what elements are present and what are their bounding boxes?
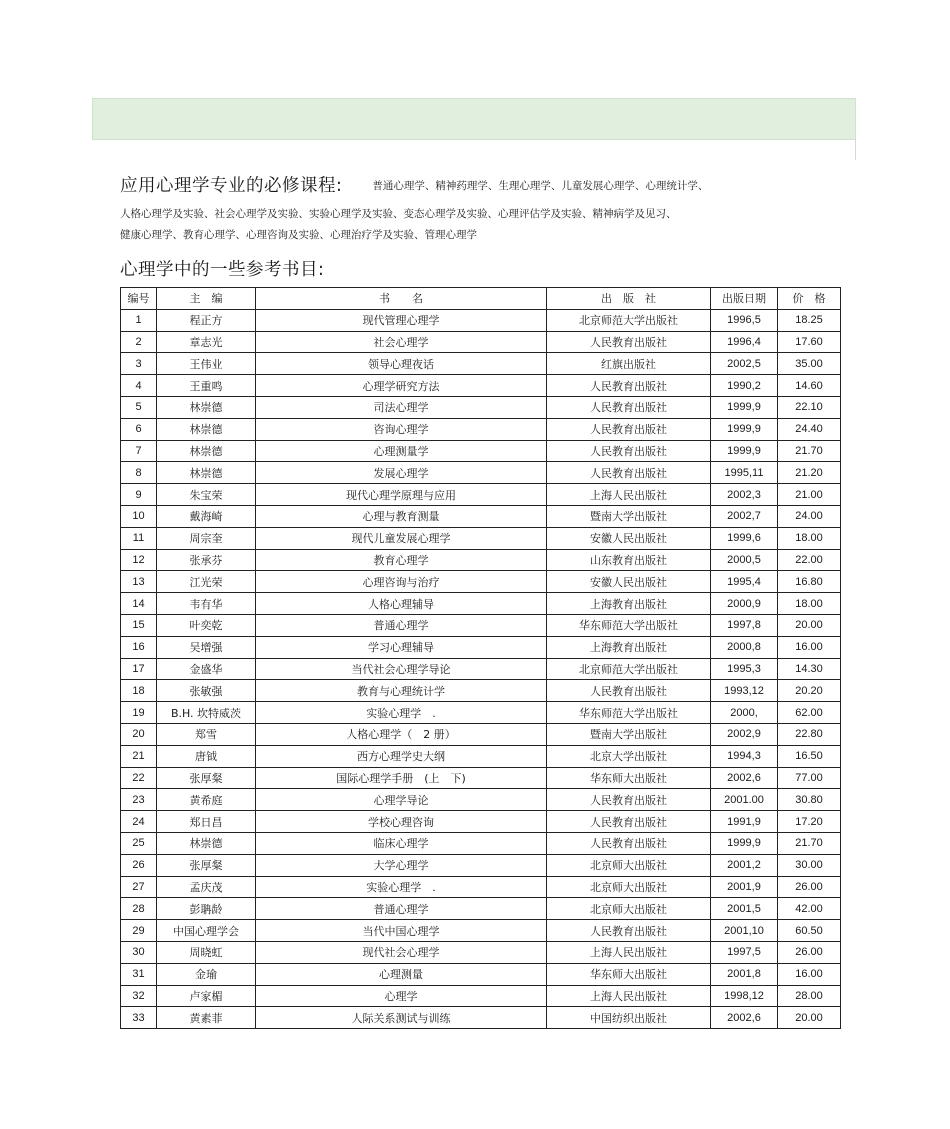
cell-date: 1997,5 [711,941,778,963]
cell-title: 实验心理学 . [256,876,547,898]
table-row [121,898,841,920]
cell-price: 16.80 [778,571,841,593]
table-row [121,985,841,1007]
cell-no: 31 [121,963,157,985]
cell-title: 心理学导论 [256,789,547,811]
cell-title: 学校心理咨询 [256,811,547,833]
cell-price: 16.00 [778,636,841,658]
cell-editor: 林崇德 [157,396,256,418]
table-row [121,636,841,658]
cell-title: 司法心理学 [256,396,547,418]
cell-no: 21 [121,745,157,767]
cell-publisher: 人民教育出版社 [547,789,711,811]
cell-publisher: 北京大学出版社 [547,745,711,767]
cell-publisher: 华东师范大学出版社 [547,614,711,636]
cell-publisher: 红旗出版社 [547,353,711,375]
cell-price: 22.80 [778,723,841,745]
table-row [121,702,841,724]
header-editor: 主 编 [157,288,256,310]
table-row [121,484,841,506]
cell-no: 33 [121,1007,157,1029]
cell-editor: 周晓虹 [157,941,256,963]
cell-no: 5 [121,396,157,418]
cell-publisher: 人民教育出版社 [547,920,711,942]
cell-editor: 周宗奎 [157,527,256,549]
table-row [121,745,841,767]
required-courses-list-3: 健康心理学、教育心理学、心理咨询及实验、心理治疗学及实验、管理心理学 [120,229,477,241]
cell-price: 24.40 [778,418,841,440]
header-title: 书 名 [256,288,547,310]
cell-publisher: 安徽人民出版社 [547,527,711,549]
cell-no: 11 [121,527,157,549]
cell-date: 1996,4 [711,331,778,353]
cell-no: 28 [121,898,157,920]
table-row [121,658,841,680]
cell-title: 临床心理学 [256,832,547,854]
cell-publisher: 山东教育出版社 [547,549,711,571]
table-row [121,331,841,353]
table-row [121,963,841,985]
cell-title: 发展心理学 [256,462,547,484]
cell-editor: 郑雪 [157,723,256,745]
cell-title: 学习心理辅导 [256,636,547,658]
cell-price: 22.00 [778,549,841,571]
cell-price: 20.00 [778,614,841,636]
cell-no: 19 [121,702,157,724]
cell-publisher: 人民教育出版社 [547,331,711,353]
cell-price: 24.00 [778,505,841,527]
cell-date: 2001,5 [711,898,778,920]
cell-editor: 黄希庭 [157,789,256,811]
cell-no: 3 [121,353,157,375]
table-row [121,876,841,898]
cell-date: 1994,3 [711,745,778,767]
table-row [121,440,841,462]
cell-publisher: 北京师范大学出版社 [547,309,711,331]
cell-publisher: 北京师大出版社 [547,876,711,898]
cell-title: 心理测量学 [256,440,547,462]
cell-date: 2002,3 [711,484,778,506]
cell-editor: 王伟业 [157,353,256,375]
cell-no: 32 [121,985,157,1007]
cell-editor: 林崇德 [157,832,256,854]
cell-no: 12 [121,549,157,571]
cell-price: 20.20 [778,680,841,702]
cell-publisher: 北京师大出版社 [547,854,711,876]
cell-date: 1995,11 [711,462,778,484]
cell-price: 42.00 [778,898,841,920]
header-no: 编号 [121,288,157,310]
cell-editor: 林崇德 [157,440,256,462]
cell-publisher: 华东师范大学出版社 [547,702,711,724]
cell-editor: 金瑜 [157,963,256,985]
cell-title: 现代社会心理学 [256,941,547,963]
cell-no: 20 [121,723,157,745]
table-header-row [121,288,841,310]
cell-price: 60.50 [778,920,841,942]
cell-date: 1999,9 [711,832,778,854]
table-row [121,680,841,702]
table-row [121,832,841,854]
cell-date: 1996,5 [711,309,778,331]
cell-date: 2000,9 [711,593,778,615]
cell-publisher: 上海人民出版社 [547,985,711,1007]
table-row [121,1007,841,1029]
table-row [121,462,841,484]
cell-publisher: 人民教育出版社 [547,680,711,702]
cell-price: 77.00 [778,767,841,789]
required-courses-list-1: 普通心理学、精神药理学、生理心理学、儿童发展心理学、心理统计学、 [372,180,709,192]
cell-title: 心理学研究方法 [256,375,547,397]
header-band [92,98,856,140]
table-row [121,811,841,833]
cell-no: 25 [121,832,157,854]
cell-publisher: 上海人民出版社 [547,941,711,963]
cell-date: 2002,6 [711,1007,778,1029]
cell-price: 21.20 [778,462,841,484]
cell-price: 18.00 [778,527,841,549]
cell-editor: 金盛华 [157,658,256,680]
cell-price: 21.70 [778,832,841,854]
cell-editor: 张承芬 [157,549,256,571]
cell-price: 16.00 [778,963,841,985]
cell-date: 1999,9 [711,418,778,440]
cell-editor: B.H. 坎特威茨 [157,702,256,724]
cell-date: 2001,2 [711,854,778,876]
cell-price: 17.20 [778,811,841,833]
cell-publisher: 上海教育出版社 [547,593,711,615]
cell-title: 当代中国心理学 [256,920,547,942]
cell-title: 西方心理学史大纲 [256,745,547,767]
cell-price: 35.00 [778,353,841,375]
cell-date: 1999,9 [711,440,778,462]
cell-price: 22.10 [778,396,841,418]
cell-no: 4 [121,375,157,397]
cell-editor: 卢家楣 [157,985,256,1007]
cell-publisher: 人民教育出版社 [547,375,711,397]
cell-title: 现代儿童发展心理学 [256,527,547,549]
cell-publisher: 暨南大学出版社 [547,723,711,745]
cell-price: 18.25 [778,309,841,331]
cell-publisher: 人民教育出版社 [547,418,711,440]
cell-editor: 戴海崎 [157,505,256,527]
cell-publisher: 人民教育出版社 [547,462,711,484]
table-row [121,353,841,375]
cell-editor: 林崇德 [157,418,256,440]
cell-date: 2001,8 [711,963,778,985]
cell-date: 1997,8 [711,614,778,636]
cell-price: 26.00 [778,876,841,898]
cell-publisher: 上海人民出版社 [547,484,711,506]
cell-title: 大学心理学 [256,854,547,876]
cell-price: 16.50 [778,745,841,767]
cell-no: 30 [121,941,157,963]
cell-no: 8 [121,462,157,484]
cell-no: 13 [121,571,157,593]
cell-title: 实验心理学 . [256,702,547,724]
cell-no: 27 [121,876,157,898]
cell-date: 2000, [711,702,778,724]
cell-no: 6 [121,418,157,440]
cell-title: 心理学 [256,985,547,1007]
cell-date: 1993,12 [711,680,778,702]
cell-editor: 彭聃龄 [157,898,256,920]
cell-date: 2002,9 [711,723,778,745]
cell-no: 2 [121,331,157,353]
cell-editor: 王重鸣 [157,375,256,397]
table-row [121,723,841,745]
cell-date: 1991,9 [711,811,778,833]
cell-publisher: 北京师范大学出版社 [547,658,711,680]
cell-no: 15 [121,614,157,636]
cell-editor: 朱宝荣 [157,484,256,506]
cell-no: 18 [121,680,157,702]
table-row [121,854,841,876]
cell-editor: 张敏强 [157,680,256,702]
cell-title: 心理与教育测量 [256,505,547,527]
cell-no: 14 [121,593,157,615]
cell-price: 28.00 [778,985,841,1007]
cell-editor: 黄素菲 [157,1007,256,1029]
cell-title: 现代管理心理学 [256,309,547,331]
cell-no: 17 [121,658,157,680]
cell-date: 2002,6 [711,767,778,789]
required-courses-list-2: 人格心理学及实验、社会心理学及实验、实验心理学及实验、变态心理学及实验、心理评估学及实验、精神病学及见习、 [120,208,677,220]
required-courses-title: 应用心理学专业的必修课程: [120,176,343,196]
cell-date: 1995,3 [711,658,778,680]
cell-no: 10 [121,505,157,527]
cell-no: 26 [121,854,157,876]
cell-title: 人格心理学（ 2 册） [256,723,547,745]
cell-publisher: 中国纺织出版社 [547,1007,711,1029]
cell-date: 2001.00 [711,789,778,811]
cell-date: 2000,8 [711,636,778,658]
table-row [121,789,841,811]
cell-no: 29 [121,920,157,942]
cell-title: 国际心理学手册 (上 下) [256,767,547,789]
cell-price: 21.00 [778,484,841,506]
cell-no: 24 [121,811,157,833]
reference-books-title: 心理学中的一些参考书目: [120,260,325,280]
cell-title: 心理咨询与治疗 [256,571,547,593]
cell-editor: 韦有华 [157,593,256,615]
cell-title: 当代社会心理学导论 [256,658,547,680]
cell-editor: 吴增强 [157,636,256,658]
cell-publisher: 华东师大出版社 [547,963,711,985]
cell-price: 30.00 [778,854,841,876]
cell-editor: 唐钺 [157,745,256,767]
cell-price: 30.80 [778,789,841,811]
cell-editor: 孟庆茂 [157,876,256,898]
cell-editor: 程正方 [157,309,256,331]
table-row [121,396,841,418]
table-row [121,375,841,397]
cell-publisher: 人民教育出版社 [547,440,711,462]
table-row [121,527,841,549]
cell-editor: 章志光 [157,331,256,353]
table-row [121,767,841,789]
cell-price: 14.30 [778,658,841,680]
cell-no: 1 [121,309,157,331]
cell-editor: 张厚粲 [157,854,256,876]
cell-title: 人际关系测试与训练 [256,1007,547,1029]
cell-date: 2002,7 [711,505,778,527]
cell-title: 领导心理夜话 [256,353,547,375]
cell-price: 17.60 [778,331,841,353]
cell-publisher: 人民教育出版社 [547,396,711,418]
header-publisher: 出 版 社 [547,288,711,310]
cell-title: 心理测量 [256,963,547,985]
cell-publisher: 华东师大出版社 [547,767,711,789]
table-row [121,309,841,331]
table-row [121,593,841,615]
cell-date: 1999,9 [711,396,778,418]
cell-publisher: 北京师大出版社 [547,898,711,920]
header-price: 价 格 [778,288,841,310]
cell-publisher: 暨南大学出版社 [547,505,711,527]
cell-date: 2000,5 [711,549,778,571]
header-date: 出版日期 [711,288,778,310]
cell-title: 普通心理学 [256,614,547,636]
cell-editor: 张厚粲 [157,767,256,789]
cell-editor: 林崇德 [157,462,256,484]
table-row [121,571,841,593]
cell-date: 1999,6 [711,527,778,549]
cell-date: 1998,12 [711,985,778,1007]
cell-price: 62.00 [778,702,841,724]
cell-publisher: 人民教育出版社 [547,832,711,854]
cell-publisher: 上海教育出版社 [547,636,711,658]
table-row [121,614,841,636]
table-row [121,920,841,942]
cell-title: 现代心理学原理与应用 [256,484,547,506]
cell-date: 1995,4 [711,571,778,593]
header-band-divider [855,140,856,160]
cell-editor: 郑日昌 [157,811,256,833]
cell-price: 14.60 [778,375,841,397]
cell-no: 22 [121,767,157,789]
cell-no: 16 [121,636,157,658]
required-courses-line [120,172,708,197]
cell-date: 2001,9 [711,876,778,898]
cell-no: 9 [121,484,157,506]
cell-date: 2001,10 [711,920,778,942]
cell-title: 咨询心理学 [256,418,547,440]
table-row [121,941,841,963]
table-row [121,418,841,440]
cell-editor: 中国心理学会 [157,920,256,942]
cell-title: 社会心理学 [256,331,547,353]
table-row [121,549,841,571]
reference-books-table [120,287,841,1029]
cell-date: 1990,2 [711,375,778,397]
table-row [121,505,841,527]
cell-no: 23 [121,789,157,811]
cell-title: 普通心理学 [256,898,547,920]
cell-title: 人格心理辅导 [256,593,547,615]
cell-publisher: 人民教育出版社 [547,811,711,833]
cell-editor: 叶奕乾 [157,614,256,636]
cell-no: 7 [121,440,157,462]
cell-date: 2002,5 [711,353,778,375]
cell-title: 教育心理学 [256,549,547,571]
cell-price: 26.00 [778,941,841,963]
cell-price: 20.00 [778,1007,841,1029]
cell-price: 18.00 [778,593,841,615]
cell-title: 教育与心理统计学 [256,680,547,702]
cell-editor: 江光荣 [157,571,256,593]
cell-publisher: 安徽人民出版社 [547,571,711,593]
cell-price: 21.70 [778,440,841,462]
